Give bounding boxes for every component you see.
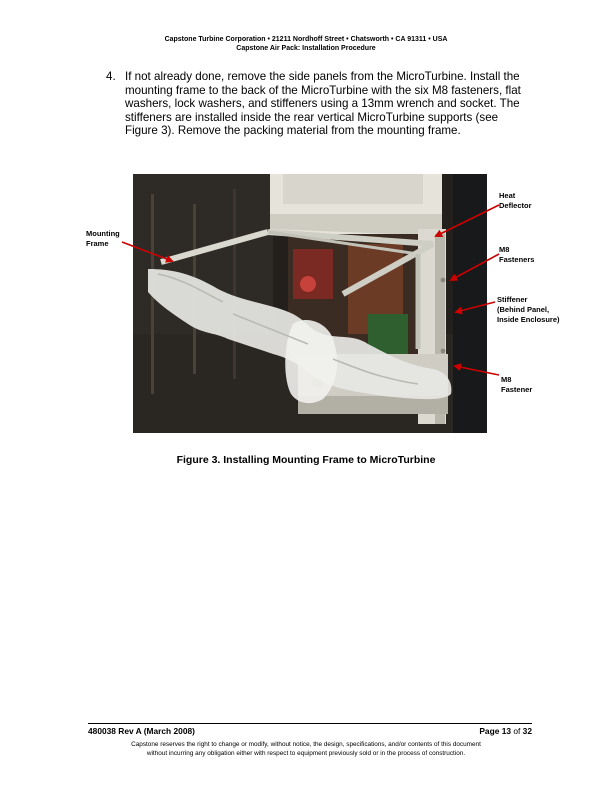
figure-photo (133, 174, 487, 433)
step-text: If not already done, remove the side panels from the MicroTurbine. Install the mounting frame to the back of the MicroTurbine with the six M8 fasteners, flat washers, lock washers, and stiffeners using a 13mm wrench and socket. The stiffeners are installed inside the rear vertical MicroTurbine supports (see Figure 3). Remove the packing material from the mounting frame. (125, 70, 521, 138)
callout-heat-deflector: Heat Deflector (499, 191, 532, 210)
callout-stiffener: Stiffener (Behind Panel, Inside Enclosure) (497, 295, 560, 324)
callout-mounting-frame: Mounting Frame (86, 229, 120, 248)
footer-disclaimer-line2: without incurring any obligation either with respect to equipment previously sold or in the process of construction. (146, 750, 466, 757)
figure-caption: Figure 3. Installing Mounting Frame to MicroTurbine (176, 454, 436, 466)
header-address: Capstone Turbine Corporation • 21211 Nordhoff Street • Chatsworth • CA 91311 • USA (164, 36, 448, 43)
step-number: 4. (106, 70, 116, 83)
header-title: Capstone Air Pack: Installation Procedure (236, 45, 376, 52)
footer-page-number: Page 13 of 32 (479, 726, 532, 736)
footer-disclaimer-line1: Capstone reserves the right to change or modify, without notice, the design, specifications, and/or contents of this document (131, 741, 481, 748)
footer-rule (88, 723, 532, 724)
callout-m8-fasteners: M8 Fasteners (499, 245, 535, 264)
callout-m8-fastener: M8 Fastener (501, 375, 533, 394)
footer-doc-id: 480038 Rev A (March 2008) (88, 726, 195, 736)
